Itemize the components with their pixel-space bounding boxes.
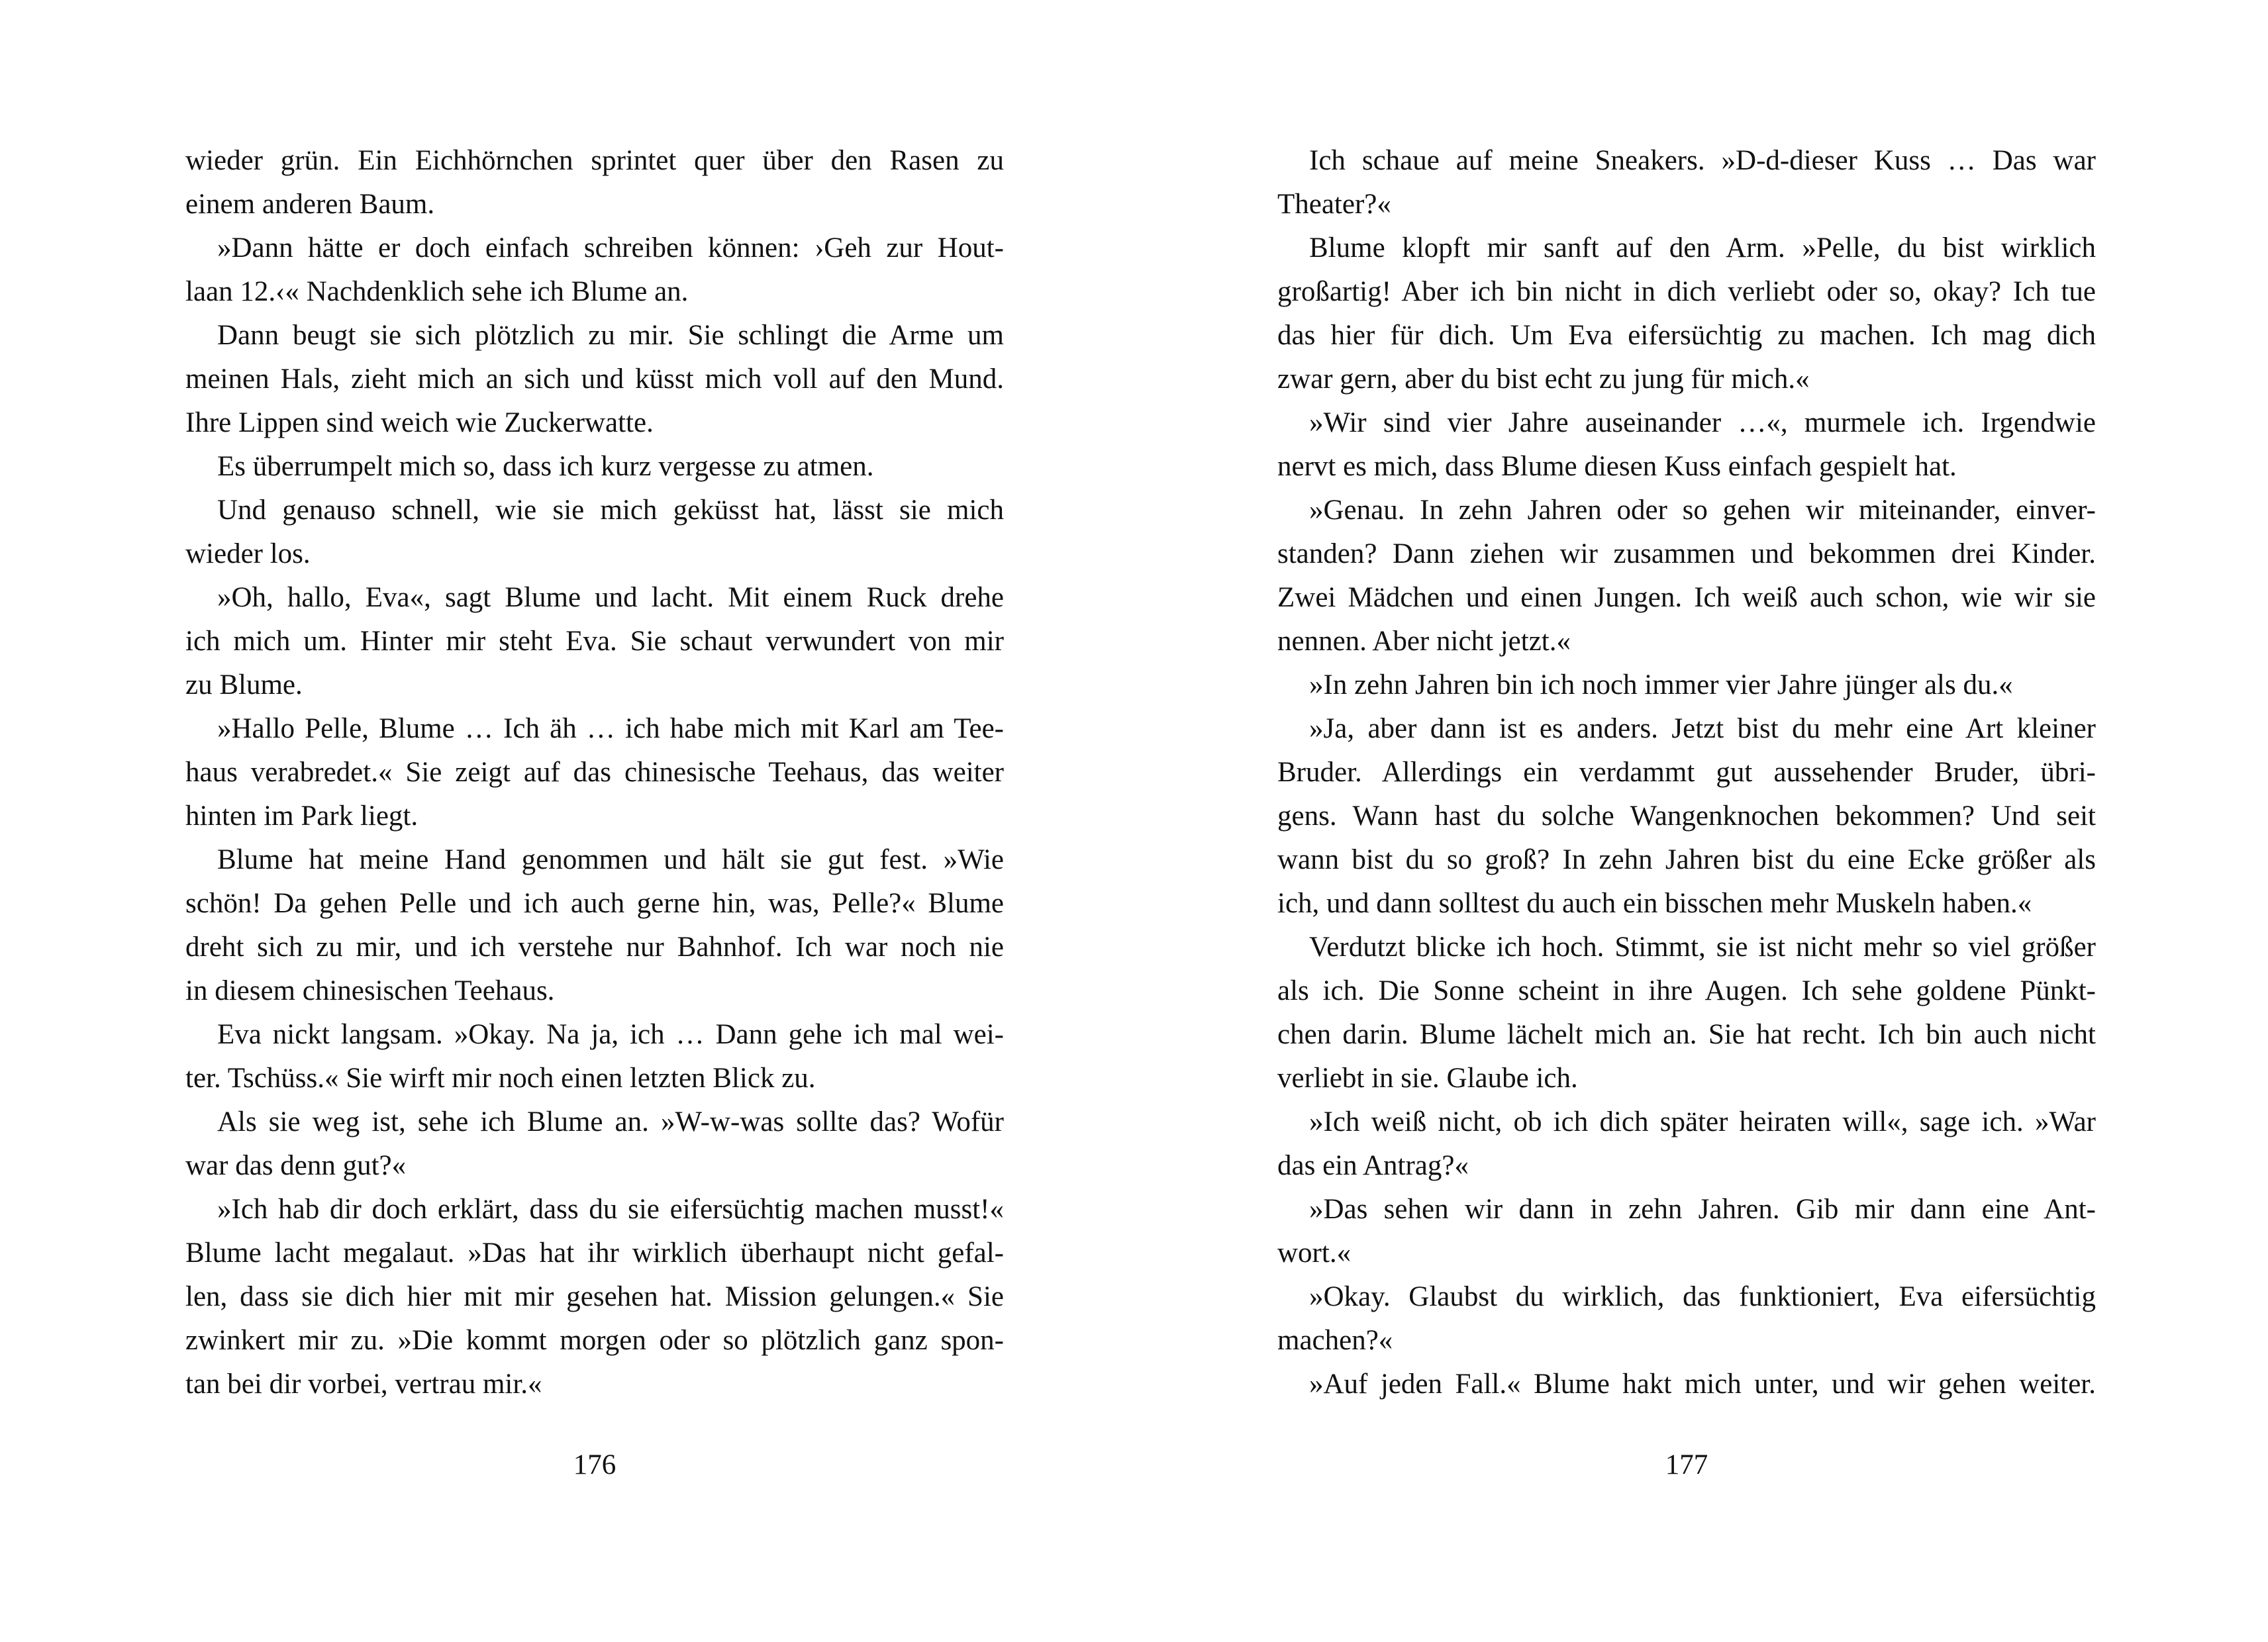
text-line: Blume lacht megalaut. »Das hat ihr wirklich überhaupt nicht gefal- bbox=[185, 1237, 1004, 1269]
text-line: standen? Dann ziehen wir zusammen und bekommen drei Kinder. bbox=[1277, 538, 2096, 569]
left-page bbox=[185, 139, 1004, 1406]
text-line: »Auf jeden Fall.« Blume hakt mich unter, und wir gehen weiter. bbox=[1309, 1369, 2096, 1400]
right-page-text bbox=[1277, 139, 2096, 1406]
text-line: »In zehn Jahren bin ich noch immer vier Jahre jünger als du.« bbox=[1309, 669, 2013, 700]
text-line: nervt es mich, dass Blume diesen Kuss einfach gespielt hat. bbox=[1277, 451, 1957, 482]
text-line: wieder grün. Ein Eichhörnchen sprintet quer über den Rasen zu bbox=[185, 145, 1004, 176]
text-line: ich, und dann solltest du auch ein bisschen mehr Muskeln haben.« bbox=[1277, 888, 2032, 919]
text-line: wann bist du so groß? In zehn Jahren bist du eine Ecke größer als bbox=[1277, 844, 2096, 875]
text-line: großartig! Aber ich bin nicht in dich verliebt oder so, okay? Ich tue bbox=[1277, 276, 2096, 307]
text-line: das hier für dich. Um Eva eifersüchtig zu machen. Ich mag dich bbox=[1277, 320, 2096, 351]
text-line: zwinkert mir zu. »Die kommt morgen oder so plötzlich ganz spon- bbox=[185, 1325, 1004, 1356]
text-line: Und genauso schnell, wie sie mich geküsst hat, lässt sie mich bbox=[217, 495, 1004, 526]
text-line: »Wir sind vier Jahre auseinander …«, murmele ich. Irgendwie bbox=[1309, 407, 2096, 438]
text-line: nennen. Aber nicht jetzt.« bbox=[1277, 626, 1571, 657]
text-line: ich mich um. Hinter mir steht Eva. Sie schaut verwundert von mir bbox=[185, 626, 1004, 657]
text-line: als ich. Die Sonne scheint in ihre Augen. Ich sehe goldene Pünkt- bbox=[1277, 975, 2096, 1006]
text-line: Eva nickt langsam. »Okay. Na ja, ich … Dann gehe ich mal wei- bbox=[217, 1019, 1004, 1050]
text-line: »Okay. Glaubst du wirklich, das funktioniert, Eva eifersüchtig bbox=[1309, 1281, 2096, 1312]
text-line: Dann beugt sie sich plötzlich zu mir. Sie schlingt die Arme um bbox=[217, 320, 1004, 351]
text-line: wort.« bbox=[1277, 1237, 1352, 1269]
page-number-left: 176 bbox=[573, 1449, 616, 1480]
text-line: das ein Antrag?« bbox=[1277, 1150, 1469, 1181]
text-line: haus verabredet.« Sie zeigt auf das chinesische Teehaus, das weiter bbox=[185, 757, 1004, 788]
text-line: zwar gern, aber du bist echt zu jung für mich.« bbox=[1277, 363, 1810, 395]
text-line: Es überrumpelt mich so, dass ich kurz vergesse zu atmen. bbox=[217, 451, 874, 482]
text-line: verliebt in sie. Glaube ich. bbox=[1277, 1063, 1578, 1094]
text-line: chen darin. Blume lächelt mich an. Sie hat recht. Ich bin auch nicht bbox=[1277, 1019, 2096, 1050]
text-line: hinten im Park liegt. bbox=[185, 800, 419, 832]
text-line: gens. Wann hast du solche Wangenknochen bekommen? Und seit bbox=[1277, 800, 2096, 832]
text-line: Blume hat meine Hand genommen und hält sie gut fest. »Wie bbox=[217, 844, 1004, 875]
text-line: zu Blume. bbox=[185, 669, 303, 700]
text-line: »Ich weiß nicht, ob ich dich später heiraten will«, sage ich. »War bbox=[1309, 1106, 2096, 1137]
text-line: Ihre Lippen sind weich wie Zuckerwatte. bbox=[185, 407, 654, 438]
text-line: meinen Hals, zieht mich an sich und küsst mich voll auf den Mund. bbox=[185, 363, 1004, 395]
text-line: »Genau. In zehn Jahren oder so gehen wir miteinander, einver- bbox=[1309, 495, 2096, 526]
text-line: ter. Tschüss.« Sie wirft mir noch einen letzten Blick zu. bbox=[185, 1063, 816, 1094]
text-line: wieder los. bbox=[185, 538, 311, 569]
text-line: schön! Da gehen Pelle und ich auch gerne hin, was, Pelle?« Blume bbox=[185, 888, 1004, 919]
text-line: in diesem chinesischen Teehaus. bbox=[185, 975, 555, 1006]
text-line: laan 12.‹« Nachdenklich sehe ich Blume an. bbox=[185, 276, 689, 307]
text-line: Ich schaue auf meine Sneakers. »D-d-dieser Kuss … Das war bbox=[1309, 145, 2096, 176]
left-page-text bbox=[185, 139, 1004, 1406]
text-line: Bruder. Allerdings ein verdammt gut aussehender Bruder, übri- bbox=[1277, 757, 2096, 788]
text-line: war das denn gut?« bbox=[185, 1150, 407, 1181]
text-line: »Ja, aber dann ist es anders. Jetzt bist du mehr eine Art kleiner bbox=[1309, 713, 2096, 744]
text-line: tan bei dir vorbei, vertrau mir.« bbox=[185, 1369, 542, 1400]
text-line: machen?« bbox=[1277, 1325, 1393, 1356]
text-line: Blume klopft mir sanft auf den Arm. »Pelle, du bist wirklich bbox=[1309, 232, 2096, 264]
text-line: »Dann hätte er doch einfach schreiben können: ›Geh zur Hout- bbox=[217, 232, 1004, 264]
text-line: »Hallo Pelle, Blume … Ich äh … ich habe mich mit Karl am Tee- bbox=[217, 713, 1004, 744]
text-line: Als sie weg ist, sehe ich Blume an. »W-w-was sollte das? Wofür bbox=[217, 1106, 1004, 1137]
text-line: einem anderen Baum. bbox=[185, 189, 435, 220]
page-number-right: 177 bbox=[1665, 1449, 1708, 1480]
text-line: dreht sich zu mir, und ich verstehe nur Bahnhof. Ich war noch nie bbox=[185, 932, 1004, 963]
text-line: Zwei Mädchen und einen Jungen. Ich weiß auch schon, wie wir sie bbox=[1277, 582, 2096, 613]
text-line: »Oh, hallo, Eva«, sagt Blume und lacht. Mit einem Ruck drehe bbox=[217, 582, 1004, 613]
text-line: Theater?« bbox=[1277, 189, 1391, 220]
text-line: »Ich hab dir doch erklärt, dass du sie eifersüchtig machen musst!« bbox=[217, 1194, 1004, 1225]
text-line: len, dass sie dich hier mit mir gesehen hat. Mission gelungen.« Sie bbox=[185, 1281, 1004, 1312]
text-line: »Das sehen wir dann in zehn Jahren. Gib mir dann eine Ant- bbox=[1309, 1194, 2096, 1225]
right-page bbox=[1277, 139, 2096, 1406]
text-line: Verdutzt blicke ich hoch. Stimmt, sie ist nicht mehr so viel größer bbox=[1309, 932, 2096, 963]
